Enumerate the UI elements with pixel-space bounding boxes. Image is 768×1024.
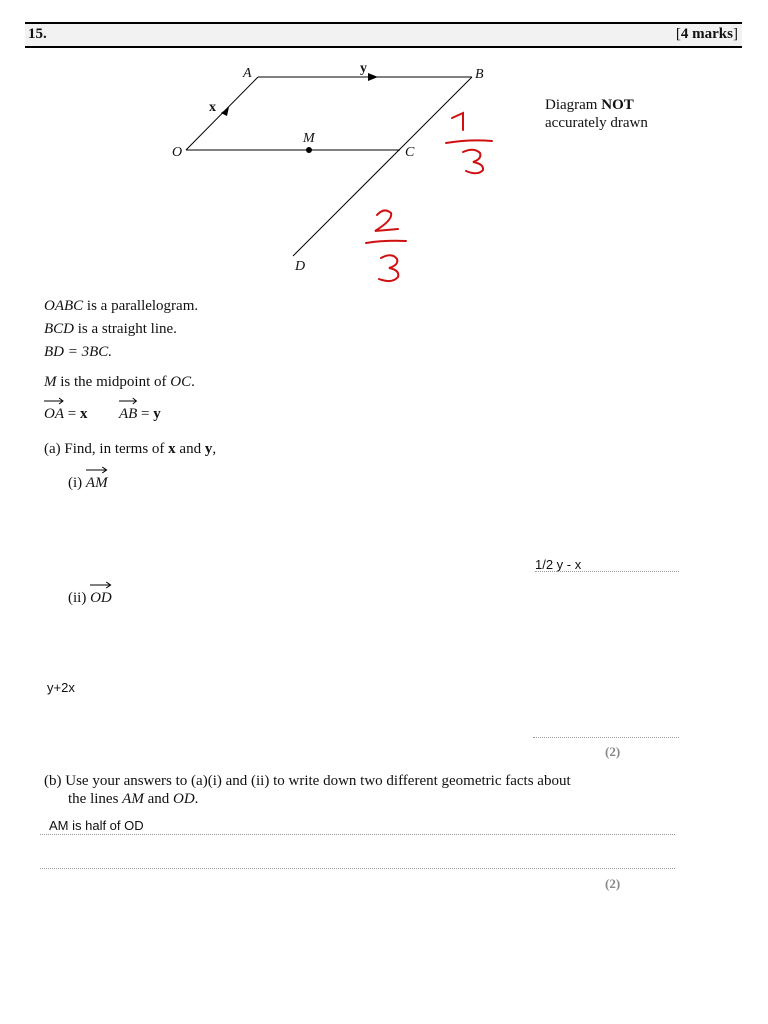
label-A: A: [243, 66, 252, 81]
diagram-note: Diagram NOT accurately drawn: [545, 97, 648, 131]
handwritten-two-thirds: [366, 210, 406, 281]
label-vector-x: x: [209, 100, 216, 115]
vector-AM: AM: [86, 474, 108, 492]
marks-part-b: (2): [605, 876, 621, 891]
part-a-ii-label: (ii) OD: [68, 589, 112, 607]
answer-line-b-2: [40, 868, 675, 869]
marks-total: [4 marks]: [675, 26, 738, 42]
label-D: D: [295, 259, 306, 274]
part-a-prompt: (a) Find, in terms of x and y,: [44, 441, 217, 457]
label-M: M: [303, 131, 315, 146]
statement-parallelogram: OABC is a parallelogram.: [44, 298, 199, 314]
arrow-y: [368, 73, 378, 81]
part-b-prompt-line1: (b) Use your answers to (a)(i) and (ii) to write down two different geometric facts about: [44, 773, 571, 789]
statement-midpoint: M is the midpoint of OC.: [44, 374, 195, 390]
handwritten-one-third: [446, 113, 492, 173]
vector-OA: OA: [44, 405, 64, 423]
label-O: O: [172, 145, 183, 160]
answer-b[interactable]: AM is half of OD: [49, 818, 144, 833]
parallelogram-diagram: [0, 0, 768, 300]
arrow-x: [221, 107, 229, 116]
part-b-prompt-line2: the lines AM and OD.: [68, 791, 199, 807]
label-vector-y: y: [360, 61, 367, 76]
vector-OD: OD: [90, 589, 112, 607]
vector-definitions: OA = x AB = y: [44, 405, 161, 423]
statement-bd-ratio: BD = 3BC.: [44, 344, 113, 360]
answer-line-a-ii: [533, 737, 679, 738]
statement-straight-line: BCD is a straight line.: [44, 321, 177, 337]
answer-a-ii[interactable]: y+2x: [47, 680, 75, 695]
marks-part-a: (2): [605, 744, 621, 759]
part-a-i-label: (i) AM: [68, 474, 108, 492]
vector-AB: AB: [119, 405, 137, 423]
answer-line-a-i: [535, 571, 679, 572]
answer-a-i[interactable]: 1/2 y - x: [535, 557, 582, 572]
question-number: 15.: [28, 26, 47, 42]
answer-line-b-1: [40, 834, 675, 835]
label-B: B: [475, 67, 484, 82]
label-C: C: [405, 145, 415, 160]
line-BD: [293, 77, 472, 256]
